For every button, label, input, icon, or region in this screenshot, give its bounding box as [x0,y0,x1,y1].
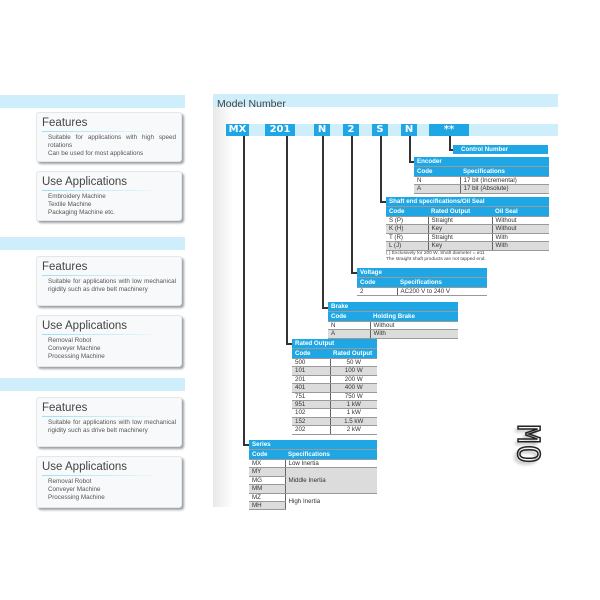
series-header-spec: Specifications [285,450,377,460]
encoder-row [414,185,549,193]
rated-output-row [292,359,377,367]
shaft-note-2: The straight shaft products are not tapped end. [386,257,486,262]
features-text [42,134,176,158]
code-rated-output: 201 [265,124,295,136]
series-row [249,460,377,468]
encoder-code: N [414,177,460,185]
section-band-1 [0,95,185,108]
rated-output-row [292,409,377,417]
code-shaft: S [372,124,388,136]
rated-output-value: 50 W [330,359,377,367]
rated-output-header-value: Rated Output [330,349,377,359]
shaft-code: T (R) [386,233,428,241]
features-text [42,278,176,294]
series-row [249,493,377,501]
title-underline [42,475,152,476]
voltage-code: 2 [357,288,397,296]
series-spec: High Inertia [288,498,321,506]
connector-rated-output [286,136,288,344]
application-item: Removal Robot [48,337,92,344]
applications-card-3 [36,456,182,508]
rated-output-code: 152 [292,417,330,425]
applications-list [42,193,176,217]
section-band-3 [0,378,185,391]
encoder-header-code: Code [414,167,460,177]
encoder-header-spec: Specifications [460,167,549,177]
application-item: Conveyer Machine [48,345,101,352]
connector-brake [322,136,324,308]
rated-output-value: 1 kW [330,401,377,409]
connector-encoder [409,136,411,162]
shaft-title: Shaft end specifications/Oil Seal [386,197,549,207]
brake-title: Brake [328,302,458,312]
encoder-spec: 17 bit (Absolute) [460,185,549,193]
application-item: Textile Machine [48,201,92,208]
rated-output-row [292,401,377,409]
rated-output-code: 401 [292,384,330,392]
applications-title: Use Applications [42,176,128,188]
rated-output-code: 751 [292,392,330,400]
rated-output-value: 100 W [330,367,377,375]
features-title: Features [42,402,88,414]
application-item: Processing Machine [48,353,105,360]
connector-control [449,136,451,150]
shaft-row [386,225,549,233]
applications-title: Use Applications [42,461,128,473]
rated-output-row [292,384,377,392]
code-control: ** [429,124,469,136]
encoder-title: Encoder [414,157,549,167]
feature-item: Suitable for applications with low mechanical rigidity such as drive belt machinery [48,419,176,434]
series-code: MY [249,468,285,476]
features-text [42,419,176,435]
features-card-3 [36,397,182,447]
rated-output-value: 1 kW [330,409,377,417]
rated-output-row [292,367,377,375]
series-code: MH [249,502,285,510]
rated-output-header-code: Code [292,349,330,359]
application-item: Removal Robot [48,478,92,485]
section-band-2 [0,237,185,250]
shaft-oil-seal: With [492,233,549,241]
series-spec: Low Inertia [285,460,377,468]
rated-output-value: 2 kW [330,426,377,434]
rated-output-code: 500 [292,359,330,367]
rated-output-code: 201 [292,375,330,383]
brake-table [328,302,458,339]
brake-row [328,330,458,338]
voltage-header-spec: Specifications [397,278,487,288]
model-number-title: Model Number [217,98,286,110]
series-code: MZ [249,493,285,501]
shaft-output: Key [428,225,492,233]
voltage-spec: AC200 V to 240 V [397,288,487,296]
feature-item: Suitable for applications with high speed rotations [48,134,176,149]
shaft-code: K (H) [386,225,428,233]
application-item: Embroidery Machine [48,193,106,200]
feature-item: Can be used for most applications [48,150,144,157]
shaft-oil-seal: With [492,242,549,250]
series-table [249,440,377,510]
features-title: Features [42,261,88,273]
voltage-title: Voltage [357,268,487,278]
title-underline [42,131,152,132]
shaft-row [386,242,549,250]
series-title: Series [249,440,377,450]
applications-list [42,478,176,502]
application-item: Packaging Machine etc. [48,209,115,216]
rated-output-value: 200 W [330,375,377,383]
encoder-row [414,177,549,185]
rated-output-value: 400 W [330,384,377,392]
brake-spec: With [370,330,458,338]
rated-output-row [292,392,377,400]
encoder-code: A [414,185,460,193]
voltage-table [357,268,487,296]
brake-spec: Without [370,322,458,330]
application-item: Processing Machine [48,494,105,501]
series-row [249,468,377,476]
shaft-output: Key [428,242,492,250]
rated-output-value: 750 W [330,392,377,400]
application-item: Conveyer Machine [48,486,101,493]
code-encoder: N [401,124,417,136]
features-card-2 [36,256,182,306]
model-number-header [213,94,558,110]
shaft-header-output: Rated Output [428,207,492,217]
feature-item: Suitable for applications with low mechanical rigidity such as drive belt machinery [48,278,176,293]
shaft-oil-seal: Without [492,217,549,225]
rated-output-table [292,339,377,435]
code-voltage: 2 [343,124,359,136]
connector-voltage [351,136,353,273]
brake-header-code: Code [328,312,370,322]
title-underline [42,190,152,191]
rated-output-title: Rated Output [292,339,377,349]
shaft-table [386,197,549,251]
rated-output-code: 102 [292,409,330,417]
shaft-code: L (J) [386,242,428,250]
series-code: MG [249,476,285,484]
brake-header-holding: Holding Brake [370,312,458,322]
applications-card-2 [36,315,182,367]
title-underline [42,275,152,276]
rated-output-row [292,426,377,434]
connector-series [243,136,245,445]
shaft-header-oil-seal: Oil Seal [492,207,549,217]
code-series: MX [226,124,249,136]
features-title: Features [42,117,88,129]
applications-title: Use Applications [42,320,128,332]
rated-output-code: 951 [292,401,330,409]
decorative-dotted-letters: MO [510,425,545,466]
title-underline [42,416,152,417]
shaft-note-1: ( ) Exclusively for 200 W, Shaft diameter = ø11 [386,251,485,256]
applications-card-1 [36,171,182,221]
series-code: MX [249,460,285,468]
rated-output-code: 202 [292,426,330,434]
shaft-output: Straight [428,217,492,225]
rated-output-value: 1.5 kW [330,417,377,425]
shaft-row [386,217,549,225]
connector-shaft [380,136,382,202]
voltage-row [357,288,487,296]
voltage-header-code: Code [357,278,397,288]
control-number-label: Control Number [453,145,548,154]
side-shade [213,107,233,507]
features-card-1 [36,112,182,162]
shaft-header-code: Code [386,207,428,217]
rated-output-row [292,375,377,383]
series-header-code: Code [249,450,285,460]
brake-code: N [328,322,370,330]
series-spec: Middle Inertia [285,468,377,493]
series-code: MM [249,485,285,493]
shaft-oil-seal: Without [492,225,549,233]
shaft-output: Straight [428,233,492,241]
brake-code: A [328,330,370,338]
rated-output-code: 101 [292,367,330,375]
applications-list [42,337,176,361]
title-underline [42,334,152,335]
encoder-table [414,157,549,194]
shaft-row [386,233,549,241]
brake-row [328,322,458,330]
rated-output-row [292,417,377,425]
shaft-code: S (P) [386,217,428,225]
encoder-spec: 17 bit (Incremental) [460,177,549,185]
code-brake: N [314,124,330,136]
